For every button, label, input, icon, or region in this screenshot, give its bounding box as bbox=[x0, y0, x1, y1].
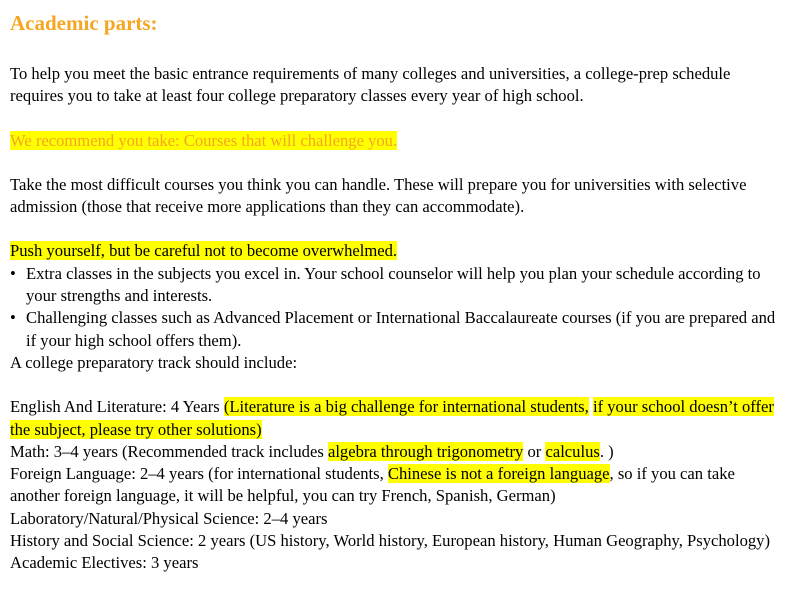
math-highlight-2: calculus bbox=[545, 441, 600, 461]
subject-history: History and Social Science: 2 years (US history, World history, European history, Human Geography, Psychology) bbox=[10, 531, 770, 551]
document bbox=[10, 8, 785, 575]
bullet-mark: • bbox=[10, 308, 16, 328]
recommend-line bbox=[10, 130, 785, 152]
foreign-label: Foreign Language: 2–4 years (for international students, bbox=[10, 464, 388, 484]
subject-science: Laboratory/Natural/Physical Science: 2–4 years bbox=[10, 508, 328, 528]
bullet-text: Extra classes in the subjects you excel in. Your school counselor will help you plan your schedule according to your strengths and interests. bbox=[26, 263, 761, 306]
subject-english bbox=[10, 396, 785, 441]
push-highlight: Push yourself, but be careful not to become overwhelmed. bbox=[10, 241, 398, 261]
english-highlight-2: if your school doesn’t offer the subject, please try other solutions) bbox=[10, 397, 774, 439]
push-line bbox=[10, 240, 785, 262]
bullet-text: Challenging classes such as Advanced Placement or International Baccalaureate courses (if you are prepared and if your high school offers them). bbox=[26, 308, 776, 350]
bullet-mark: • bbox=[10, 263, 16, 283]
subject-foreign-language: Foreign Language: 2–4 years (for international students, Chinese is not a foreign language, so if you can take another foreign language, it will be helpful, you can try French, Spanish, German) bbox=[10, 464, 735, 506]
recommend-highlight: We recommend you take: Courses that will challenge you. bbox=[10, 130, 398, 150]
bullet-item bbox=[10, 307, 785, 352]
section-heading: Academic parts: bbox=[10, 11, 158, 35]
math-label: Math: 3–4 years (Recommended track includes bbox=[10, 441, 328, 461]
track-intro: A college preparatory track should include: bbox=[10, 352, 298, 372]
english-highlight-1: (Literature is a big challenge for international students, bbox=[223, 397, 589, 417]
english-label: English And Literature: 4 Years bbox=[10, 397, 224, 417]
subject-math: Math: 3–4 years (Recommended track includes algebra through trigonometry or calculus. ) bbox=[10, 441, 614, 461]
bullet-item bbox=[10, 263, 785, 308]
math-highlight-1: algebra through trigonometry bbox=[327, 441, 524, 461]
difficult-paragraph: Take the most difficult courses you think you can handle. These will prepare you for universities with selective admission (those that receive more applications than they can accommodate). bbox=[10, 174, 747, 217]
foreign-highlight: Chinese is not a foreign language bbox=[387, 464, 610, 484]
intro-paragraph: To help you meet the basic entrance requirements of many colleges and universities, a college-prep schedule requires you to take at least four college preparatory classes every year of high school. bbox=[10, 64, 731, 106]
subject-electives: Academic Electives: 3 years bbox=[10, 553, 199, 573]
